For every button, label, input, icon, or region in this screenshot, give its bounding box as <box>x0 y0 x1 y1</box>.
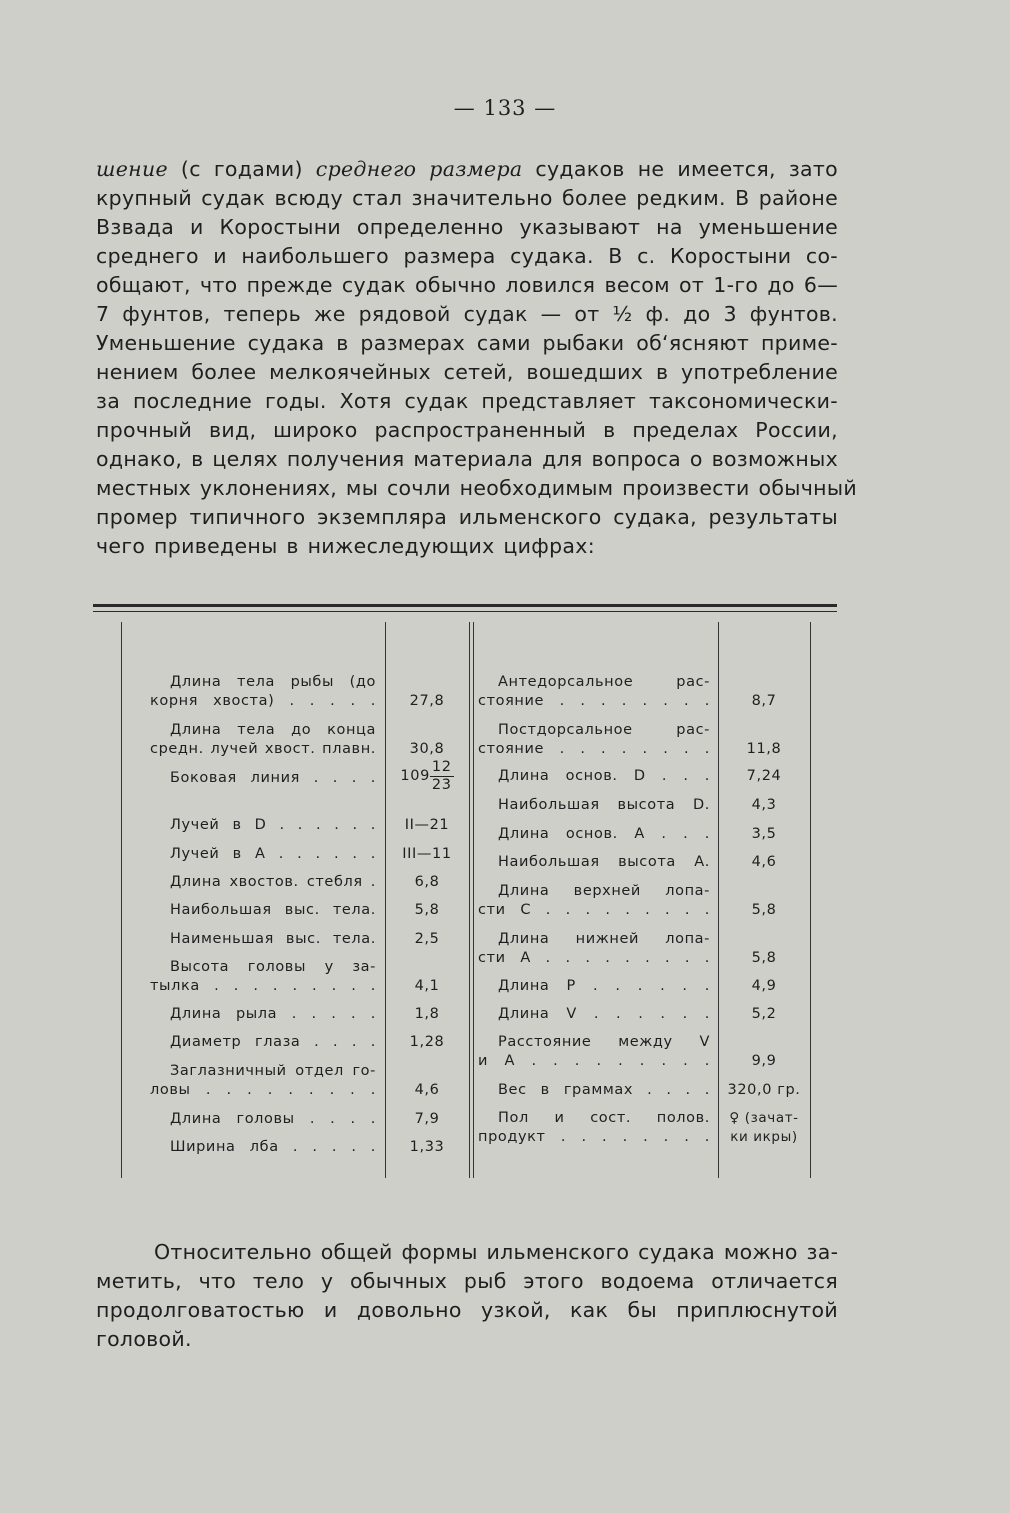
table-label-line: Лучей в D . . . . . . <box>170 817 376 833</box>
table-label <box>478 825 710 844</box>
table-value: 320,0 гр. <box>727 1082 801 1098</box>
table-label <box>150 930 376 949</box>
table-value: III—11 <box>402 846 452 862</box>
table-value: 11,8 <box>746 741 782 757</box>
table-label-line: Длина основ. D . . . <box>498 768 710 784</box>
table-label <box>150 1138 376 1157</box>
table-label-line: Наибольшая высота А. <box>498 854 710 870</box>
table-label <box>478 977 710 996</box>
table-value: 8,7 <box>751 693 777 709</box>
value-fraction <box>430 759 454 794</box>
table-label-line: Длина основ. А . . . <box>498 826 710 842</box>
text-run: Уменьшение судака в размерах сами рыбаки об‘ясняют приме- <box>96 331 838 355</box>
table-label-line: Наибольшая высота D. <box>498 797 710 813</box>
table-value: 4,9 <box>751 978 777 994</box>
text-run: среднего и наибольшего размера судака. В с. Коростыни со- <box>96 244 838 268</box>
text-run: промер типичного экземпляра ильменского судака, результаты <box>96 505 838 529</box>
table-label <box>150 873 376 892</box>
table-label-line: Антедорсальное рас- <box>498 674 710 690</box>
outro-line: продолговатостью и довольно узкой, как бы приплюснутой <box>96 1298 838 1322</box>
outro-line: головой. <box>96 1327 192 1351</box>
italic-text: шение <box>96 157 168 181</box>
table-label <box>150 845 376 864</box>
table-value: 6,8 <box>414 874 440 890</box>
table-label <box>478 721 710 759</box>
page-number: — 133 — <box>453 96 557 120</box>
table-value: 2,5 <box>414 931 440 947</box>
table-label <box>150 1033 376 1052</box>
table-label-line: Длина V . . . . . . <box>498 1006 710 1022</box>
table-label-line: сти С . . . . . . . . . <box>478 902 710 918</box>
table-label-line: стояние . . . . . . . . <box>478 693 710 709</box>
table-label-line: Постдорсальное рас- <box>498 722 710 738</box>
table-label <box>478 1109 710 1147</box>
italic-text: среднего размера <box>315 157 523 181</box>
table-value: 5,8 <box>751 902 777 918</box>
table-label <box>478 673 710 711</box>
table-label-line: сти А . . . . . . . . . <box>478 950 710 966</box>
table-value: 5,8 <box>751 950 777 966</box>
text-run: общают, что прежде судак обычно ловился весом от 1-го до 6— <box>96 273 838 297</box>
table-label <box>150 721 376 759</box>
table-label <box>150 769 376 788</box>
fraction-denominator: 23 <box>431 777 452 793</box>
table-value: 4,3 <box>751 797 777 813</box>
table-label <box>150 816 376 835</box>
text-run: однако, в целях получения материала для вопроса о возможных <box>96 447 838 471</box>
table-label-line: Длина верхней лопа- <box>498 883 710 899</box>
fraction-numerator: 12 <box>431 759 452 775</box>
table-label <box>478 853 710 872</box>
table-value: 7,24 <box>746 768 782 784</box>
table-label-line: Высота головы у за- <box>170 959 376 975</box>
table-label-line: Наименьшая выс. тела. <box>170 931 376 947</box>
table-label-line: Длина рыла . . . . . <box>170 1006 376 1022</box>
table-label-line: Расстояние между V <box>498 1034 710 1050</box>
table-value: 5,2 <box>751 1006 777 1022</box>
table-value: 30,8 <box>409 741 445 757</box>
text-run: за последние годы. Хотя судак представляет таксономически- <box>96 389 838 413</box>
table-value: 9,9 <box>751 1053 777 1069</box>
table-label <box>150 1005 376 1024</box>
outro-paragraph <box>96 1238 838 1354</box>
table-label-line: ловы . . . . . . . . . <box>150 1082 376 1098</box>
table-label-line: Заглазничный отдел го- <box>170 1063 376 1079</box>
table-label-line: Пол и сост. полов. <box>498 1110 710 1126</box>
table-label <box>150 673 376 711</box>
table-label <box>478 1005 710 1024</box>
value-whole: 109 <box>400 768 430 784</box>
outro-line: Относительно общей формы ильменского судака можно за- <box>154 1240 839 1264</box>
table-label-line: Длина тела рыбы (до <box>170 674 376 690</box>
table-label-line: Ширина лба . . . . . <box>170 1139 376 1155</box>
table-value: 7,9 <box>414 1111 440 1127</box>
text-run: крупный судак всюду стал значительно более редким. В районе <box>96 186 838 210</box>
table-label-line: Диаметр глаза . . . . <box>170 1034 376 1050</box>
table-value: ♀ (зачат- ки икры) <box>729 1110 799 1145</box>
table-value: 1,8 <box>414 1006 440 1022</box>
table-label <box>478 1081 710 1100</box>
table-label-line: Длина хвостов. стебля . <box>170 874 376 890</box>
table-label-line: корня хвоста) . . . . . <box>150 693 376 709</box>
text-run: местных уклонениях, мы сочли необходимым произвести обычный <box>96 476 857 500</box>
table-value: 3,5 <box>751 826 777 842</box>
table-label-line: продукт . . . . . . . . <box>478 1129 710 1145</box>
table-label <box>478 930 710 968</box>
table-label <box>150 958 376 996</box>
text-run: (с годами) <box>167 157 316 181</box>
text-run: судаков не имеется, зато <box>522 157 838 181</box>
table-value: 4,1 <box>414 978 440 994</box>
table-label-line: тылка . . . . . . . . . <box>150 978 376 994</box>
text-run: чего приведены в нижеследующих цифрах: <box>96 534 595 558</box>
table-label <box>150 1110 376 1129</box>
table-label-line: Длина головы . . . . <box>170 1111 376 1127</box>
table-label-line: и А . . . . . . . . . <box>478 1053 710 1069</box>
table-value <box>389 759 465 794</box>
table-label <box>150 1062 376 1100</box>
table-value: 4,6 <box>414 1082 440 1098</box>
text-run: Взвада и Коростыни определенно указывают на уменьшение <box>96 215 838 239</box>
table-label <box>478 882 710 920</box>
table-label-line: Лучей в А . . . . . . <box>170 846 376 862</box>
table-label <box>478 796 710 815</box>
table-value: 27,8 <box>409 693 445 709</box>
table-label-line: Наибольшая выс. тела. <box>170 902 376 918</box>
table-value: II—21 <box>404 817 450 833</box>
outro-line: метить, что тело у обычных рыб этого водоема отличается <box>96 1269 838 1293</box>
table-value: 4,6 <box>751 854 777 870</box>
text-run: прочный вид, широко распространенный в пределах России, <box>96 418 838 442</box>
table-value: 1,28 <box>409 1034 445 1050</box>
table-label <box>478 767 710 786</box>
table-label-line: стояние . . . . . . . . <box>478 741 710 757</box>
table-value: 5,8 <box>414 902 440 918</box>
table-label-line: Боковая линия . . . . <box>170 770 376 786</box>
text-run: 7 фунтов, теперь же рядовой судак — от ½ ф. до 3 фунтов. <box>96 302 838 326</box>
table-value: 1,33 <box>409 1139 445 1155</box>
table-label-line: Длина Р . . . . . . <box>498 978 710 994</box>
table-label-line: Длина тела до конца <box>170 722 376 738</box>
table-label <box>478 1033 710 1071</box>
table-label-line: средн. лучей хвост. плавн. <box>150 741 376 757</box>
table-label <box>150 901 376 920</box>
text-run: нением более мелкоячейных сетей, вошедших в употребление <box>96 360 838 384</box>
table-label-line: Длина нижней лопа- <box>498 931 710 947</box>
table-label-line: Вес в граммах . . . . <box>498 1082 710 1098</box>
